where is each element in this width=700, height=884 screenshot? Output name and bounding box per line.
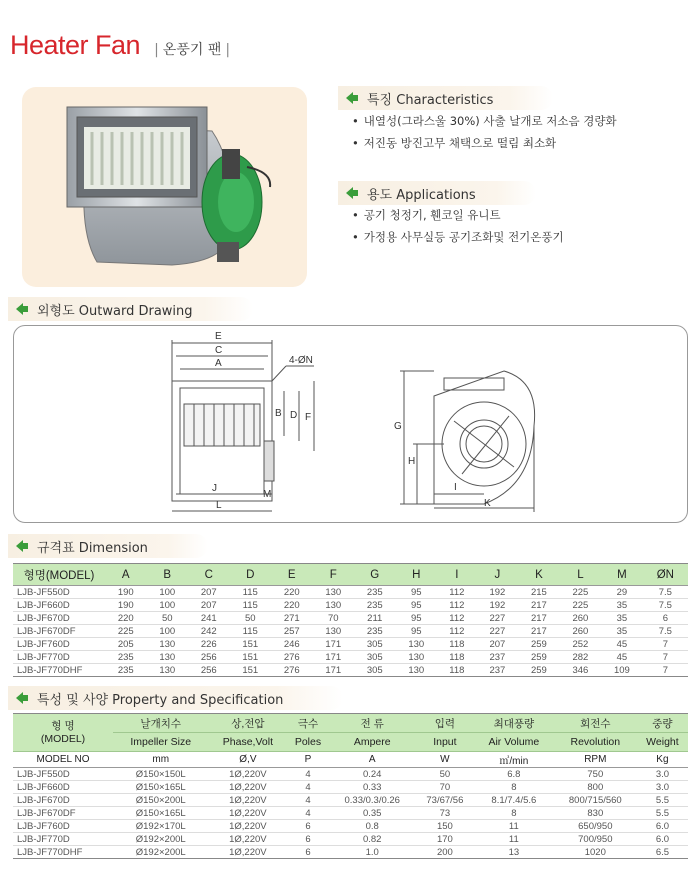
- table-cell: 6.8: [474, 768, 554, 781]
- table-cell: 151: [230, 638, 272, 651]
- table-cell: 8: [474, 807, 554, 820]
- table-cell: 220: [105, 612, 147, 625]
- table-cell: 246: [271, 638, 313, 651]
- table-cell: 276: [271, 651, 313, 664]
- table-cell: 50: [416, 768, 474, 781]
- table-cell: 190: [105, 586, 147, 599]
- column-header: 회전수: [554, 714, 637, 733]
- column-header: E: [271, 564, 313, 586]
- dim-label-m: M: [263, 489, 272, 500]
- table-cell: 1Ø,220V: [208, 833, 287, 846]
- table-cell: 6.0: [637, 833, 688, 846]
- table-row: [13, 794, 688, 807]
- table-cell: 115: [230, 586, 272, 599]
- table-cell: 6.0: [637, 820, 688, 833]
- table-cell: 130: [147, 664, 189, 677]
- outward-drawing: [13, 325, 688, 523]
- column-header: Poles: [287, 733, 328, 752]
- dim-label-n: 4-ØN: [289, 355, 313, 366]
- table-cell: 217: [518, 625, 560, 638]
- table-cell: 830: [554, 807, 637, 820]
- applications-heading: [338, 181, 536, 205]
- model-cell: LJB-JF660D: [13, 599, 105, 612]
- table-cell: 95: [396, 612, 438, 625]
- table-row: [13, 664, 688, 677]
- model-cell: LJB-JF770D: [13, 651, 105, 664]
- unit-cell: A: [329, 752, 416, 768]
- table-cell: 192: [477, 586, 519, 599]
- table-cell: 800: [554, 781, 637, 794]
- table-cell: 50: [230, 612, 272, 625]
- table-cell: 1Ø,220V: [208, 846, 287, 859]
- table-cell: 217: [518, 599, 560, 612]
- table-cell: Ø150×150L: [113, 768, 208, 781]
- table-cell: 130: [313, 586, 355, 599]
- column-header: K: [518, 564, 560, 586]
- table-cell: 241: [188, 612, 230, 625]
- dim-label-d: D: [290, 410, 298, 421]
- table-cell: 700/950: [554, 833, 637, 846]
- column-header: 형명(MODEL): [13, 564, 105, 586]
- table-cell: 235: [354, 586, 396, 599]
- table-cell: 0.33/0.3/0.26: [329, 794, 416, 807]
- table-row: [13, 807, 688, 820]
- model-cell: LJB-JF760D: [13, 638, 105, 651]
- dimension-table: [13, 563, 688, 677]
- table-cell: 73: [416, 807, 474, 820]
- model-cell: LJB-JF670D: [13, 794, 113, 807]
- column-header: D: [230, 564, 272, 586]
- table-cell: 1Ø,220V: [208, 781, 287, 794]
- table-cell: 5.5: [637, 807, 688, 820]
- column-header: L: [560, 564, 602, 586]
- table-cell: 346: [560, 664, 602, 677]
- table-cell: 225: [105, 625, 147, 638]
- product-photo: [22, 87, 307, 287]
- table-cell: 95: [396, 599, 438, 612]
- table-cell: 259: [518, 664, 560, 677]
- table-cell: 8: [474, 781, 554, 794]
- table-cell: 6: [287, 820, 328, 833]
- table-cell: 3.0: [637, 781, 688, 794]
- table-cell: Ø192×200L: [113, 846, 208, 859]
- table-row: [13, 846, 688, 859]
- table-cell: 276: [271, 664, 313, 677]
- table-row: [13, 638, 688, 651]
- table-cell: 112: [437, 625, 477, 638]
- table-cell: 95: [396, 625, 438, 638]
- dim-label-j: J: [212, 483, 217, 494]
- dim-label-c: C: [215, 345, 223, 356]
- table-cell: Ø150×200L: [113, 794, 208, 807]
- table-cell: 109: [601, 664, 643, 677]
- table-cell: 7.5: [643, 586, 688, 599]
- table-cell: 6: [287, 846, 328, 859]
- table-row: [13, 625, 688, 638]
- table-cell: 800/715/560: [554, 794, 637, 807]
- table-cell: 130: [147, 638, 189, 651]
- applications-list: [352, 207, 564, 251]
- table-cell: 150: [416, 820, 474, 833]
- table-cell: 95: [396, 586, 438, 599]
- table-cell: 217: [518, 612, 560, 625]
- table-cell: 1Ø,220V: [208, 794, 287, 807]
- table-cell: 115: [230, 599, 272, 612]
- spec-heading-text: 특성 및 사양 Property and Specification: [37, 692, 284, 708]
- list-item: • 가정용 사무실등 공기조화및 전기온풍기: [352, 229, 564, 245]
- characteristics-heading: [338, 86, 553, 110]
- table-cell: 4: [287, 781, 328, 794]
- table-cell: 73/67/56: [416, 794, 474, 807]
- table-cell: 70: [416, 781, 474, 794]
- table-cell: 112: [437, 599, 477, 612]
- table-cell: 650/950: [554, 820, 637, 833]
- table-cell: 207: [477, 638, 519, 651]
- table-cell: 190: [105, 599, 147, 612]
- leaf-arrow-icon: [344, 185, 360, 201]
- table-cell: 237: [477, 651, 519, 664]
- table-cell: 171: [313, 651, 355, 664]
- table-cell: 305: [354, 638, 396, 651]
- model-cell: LJB-JF770DHF: [13, 846, 113, 859]
- table-cell: Ø150×165L: [113, 781, 208, 794]
- table-cell: 130: [396, 664, 438, 677]
- model-cell: LJB-JF770D: [13, 833, 113, 846]
- dim-label-k: K: [484, 498, 491, 509]
- table-cell: 227: [477, 612, 519, 625]
- table-cell: 35: [601, 625, 643, 638]
- table-row: [13, 586, 688, 599]
- table-cell: 4: [287, 768, 328, 781]
- table-cell: 170: [416, 833, 474, 846]
- table-cell: 8.1/7.4/5.6: [474, 794, 554, 807]
- column-header: Weight: [637, 733, 688, 752]
- table-cell: 207: [188, 599, 230, 612]
- table-row: [13, 651, 688, 664]
- dim-label-b: B: [275, 408, 282, 419]
- column-header: 중량: [637, 714, 688, 733]
- column-header: M: [601, 564, 643, 586]
- table-cell: 11: [474, 833, 554, 846]
- column-header: 형 명 (MODEL): [13, 714, 113, 752]
- characteristics-heading-text: 특징 Characteristics: [367, 92, 494, 108]
- column-header: C: [188, 564, 230, 586]
- table-cell: 7: [643, 651, 688, 664]
- leaf-arrow-icon: [14, 690, 30, 706]
- table-cell: 7: [643, 664, 688, 677]
- fan-illustration: [22, 87, 307, 287]
- table-cell: 130: [396, 651, 438, 664]
- dim-label-i: I: [454, 482, 457, 493]
- unit-cell: Kg: [637, 752, 688, 768]
- unit-cell: MODEL NO: [13, 752, 113, 768]
- table-cell: 235: [354, 625, 396, 638]
- table-cell: 211: [354, 612, 396, 625]
- table-cell: 6: [643, 612, 688, 625]
- table-cell: 6.5: [637, 846, 688, 859]
- table-cell: 237: [477, 664, 519, 677]
- table-cell: 200: [416, 846, 474, 859]
- table-cell: 50: [147, 612, 189, 625]
- table-cell: 70: [313, 612, 355, 625]
- table-cell: 35: [601, 599, 643, 612]
- model-cell: LJB-JF770DHF: [13, 664, 105, 677]
- table-cell: 151: [230, 651, 272, 664]
- table-cell: 0.33: [329, 781, 416, 794]
- table-row: [13, 768, 688, 781]
- dimension-heading-text: 규격표 Dimension: [37, 540, 148, 556]
- column-header: Ampere: [329, 733, 416, 752]
- table-row: [13, 820, 688, 833]
- table-cell: 305: [354, 651, 396, 664]
- column-header: Revolution: [554, 733, 637, 752]
- table-cell: 220: [271, 586, 313, 599]
- column-header: 날개치수: [113, 714, 208, 733]
- table-cell: 192: [477, 599, 519, 612]
- table-cell: 227: [477, 625, 519, 638]
- table-cell: 235: [354, 599, 396, 612]
- column-header: G: [354, 564, 396, 586]
- dim-label-l: L: [216, 500, 222, 511]
- unit-cell: mm: [113, 752, 208, 768]
- column-header: I: [437, 564, 477, 586]
- column-header: 극수: [287, 714, 328, 733]
- table-cell: 215: [518, 586, 560, 599]
- characteristics-list: [352, 113, 617, 157]
- title-sub: | 온풍기 팬 |: [154, 42, 231, 58]
- table-cell: 0.8: [329, 820, 416, 833]
- table-cell: 112: [437, 612, 477, 625]
- table-cell: 235: [105, 651, 147, 664]
- column-header: Input: [416, 733, 474, 752]
- unit-cell: Ø,V: [208, 752, 287, 768]
- dimension-heading: [8, 534, 208, 558]
- table-cell: 13: [474, 846, 554, 859]
- table-cell: 4: [287, 807, 328, 820]
- table-cell: 130: [313, 599, 355, 612]
- dim-label-g: G: [394, 421, 402, 432]
- table-cell: 118: [437, 638, 477, 651]
- table-cell: 305: [354, 664, 396, 677]
- column-header: 상,전압: [208, 714, 287, 733]
- table-cell: 11: [474, 820, 554, 833]
- page-title: [10, 30, 234, 61]
- units-row: [13, 752, 688, 768]
- table-cell: 242: [188, 625, 230, 638]
- table-cell: 282: [560, 651, 602, 664]
- table-cell: 6: [287, 833, 328, 846]
- table-cell: 7: [643, 638, 688, 651]
- table-cell: 130: [396, 638, 438, 651]
- applications-heading-text: 용도 Applications: [367, 187, 476, 203]
- drawing-heading-text: 외형도 Outward Drawing: [37, 303, 193, 319]
- unit-cell: RPM: [554, 752, 637, 768]
- unit-cell: ㎥/min: [474, 752, 554, 768]
- table-cell: 4: [287, 794, 328, 807]
- table-cell: 259: [518, 638, 560, 651]
- table-header-row: [13, 714, 688, 733]
- table-cell: 220: [271, 599, 313, 612]
- technical-drawing: [14, 326, 686, 521]
- table-cell: 260: [560, 612, 602, 625]
- table-cell: 1020: [554, 846, 637, 859]
- table-cell: 3.0: [637, 768, 688, 781]
- model-cell: LJB-JF670DF: [13, 807, 113, 820]
- model-cell: LJB-JF670D: [13, 612, 105, 625]
- spec-table: [13, 713, 688, 859]
- table-cell: 29: [601, 586, 643, 599]
- column-header: 전 류: [329, 714, 416, 733]
- table-cell: 100: [147, 586, 189, 599]
- dim-label-h: H: [408, 456, 416, 467]
- table-cell: 130: [147, 651, 189, 664]
- list-item: • 내열성(그라스울 30%) 사출 날개로 저소음 경량화: [352, 113, 617, 129]
- column-header: A: [105, 564, 147, 586]
- table-cell: 207: [188, 586, 230, 599]
- list-item: • 공기 청정기, 휀코일 유니트: [352, 207, 564, 223]
- table-cell: 100: [147, 599, 189, 612]
- table-cell: 7.5: [643, 625, 688, 638]
- table-row: [13, 833, 688, 846]
- leaf-arrow-icon: [14, 538, 30, 554]
- table-header-row: [13, 564, 688, 586]
- column-header: Impeller Size: [113, 733, 208, 752]
- table-cell: 260: [560, 625, 602, 638]
- table-header-row: [13, 733, 688, 752]
- table-cell: 171: [313, 638, 355, 651]
- column-header: ØN: [643, 564, 688, 586]
- table-row: [13, 599, 688, 612]
- table-cell: 225: [560, 599, 602, 612]
- column-header: J: [477, 564, 519, 586]
- model-cell: LJB-JF550D: [13, 586, 105, 599]
- column-header: 최대풍량: [474, 714, 554, 733]
- table-cell: 257: [271, 625, 313, 638]
- table-cell: 235: [105, 664, 147, 677]
- table-cell: 271: [271, 612, 313, 625]
- model-cell: LJB-JF760D: [13, 820, 113, 833]
- drawing-heading: [8, 297, 253, 321]
- dim-label-a: A: [215, 358, 222, 369]
- table-cell: 130: [313, 625, 355, 638]
- table-cell: 1Ø,220V: [208, 820, 287, 833]
- table-row: [13, 781, 688, 794]
- leaf-arrow-icon: [344, 90, 360, 106]
- column-header: H: [396, 564, 438, 586]
- table-cell: 45: [601, 651, 643, 664]
- model-cell: LJB-JF670DF: [13, 625, 105, 638]
- model-cell: LJB-JF550D: [13, 768, 113, 781]
- table-cell: 1Ø,220V: [208, 807, 287, 820]
- table-cell: Ø192×200L: [113, 833, 208, 846]
- table-cell: 35: [601, 612, 643, 625]
- table-cell: 256: [188, 664, 230, 677]
- table-row: [13, 612, 688, 625]
- dim-label-e: E: [215, 331, 222, 342]
- column-header: B: [147, 564, 189, 586]
- spec-heading: [8, 686, 343, 710]
- column-header: Air Volume: [474, 733, 554, 752]
- table-cell: 118: [437, 664, 477, 677]
- column-header: 입력: [416, 714, 474, 733]
- table-cell: 1.0: [329, 846, 416, 859]
- table-cell: 225: [560, 586, 602, 599]
- table-cell: 750: [554, 768, 637, 781]
- column-header: Phase,Volt: [208, 733, 287, 752]
- table-cell: 226: [188, 638, 230, 651]
- table-cell: 1Ø,220V: [208, 768, 287, 781]
- table-cell: 115: [230, 625, 272, 638]
- title-sub-text: 온풍기 팬: [162, 42, 222, 58]
- table-cell: 256: [188, 651, 230, 664]
- leaf-arrow-icon: [14, 301, 30, 317]
- table-cell: 0.82: [329, 833, 416, 846]
- table-cell: 259: [518, 651, 560, 664]
- table-cell: 45: [601, 638, 643, 651]
- table-cell: 171: [313, 664, 355, 677]
- unit-cell: P: [287, 752, 328, 768]
- model-cell: LJB-JF660D: [13, 781, 113, 794]
- column-header: F: [313, 564, 355, 586]
- table-cell: 7.5: [643, 599, 688, 612]
- table-cell: 5.5: [637, 794, 688, 807]
- list-item: • 저진동 방진고무 채택으로 떨림 최소화: [352, 135, 617, 151]
- title-main: Heater Fan: [10, 30, 141, 60]
- table-cell: 0.35: [329, 807, 416, 820]
- table-cell: 118: [437, 651, 477, 664]
- table-cell: 205: [105, 638, 147, 651]
- table-cell: 0.24: [329, 768, 416, 781]
- table-cell: 151: [230, 664, 272, 677]
- table-cell: Ø150×165L: [113, 807, 208, 820]
- unit-cell: W: [416, 752, 474, 768]
- table-cell: 252: [560, 638, 602, 651]
- dim-label-f: F: [305, 412, 312, 423]
- table-cell: 100: [147, 625, 189, 638]
- table-cell: Ø192×170L: [113, 820, 208, 833]
- table-cell: 112: [437, 586, 477, 599]
